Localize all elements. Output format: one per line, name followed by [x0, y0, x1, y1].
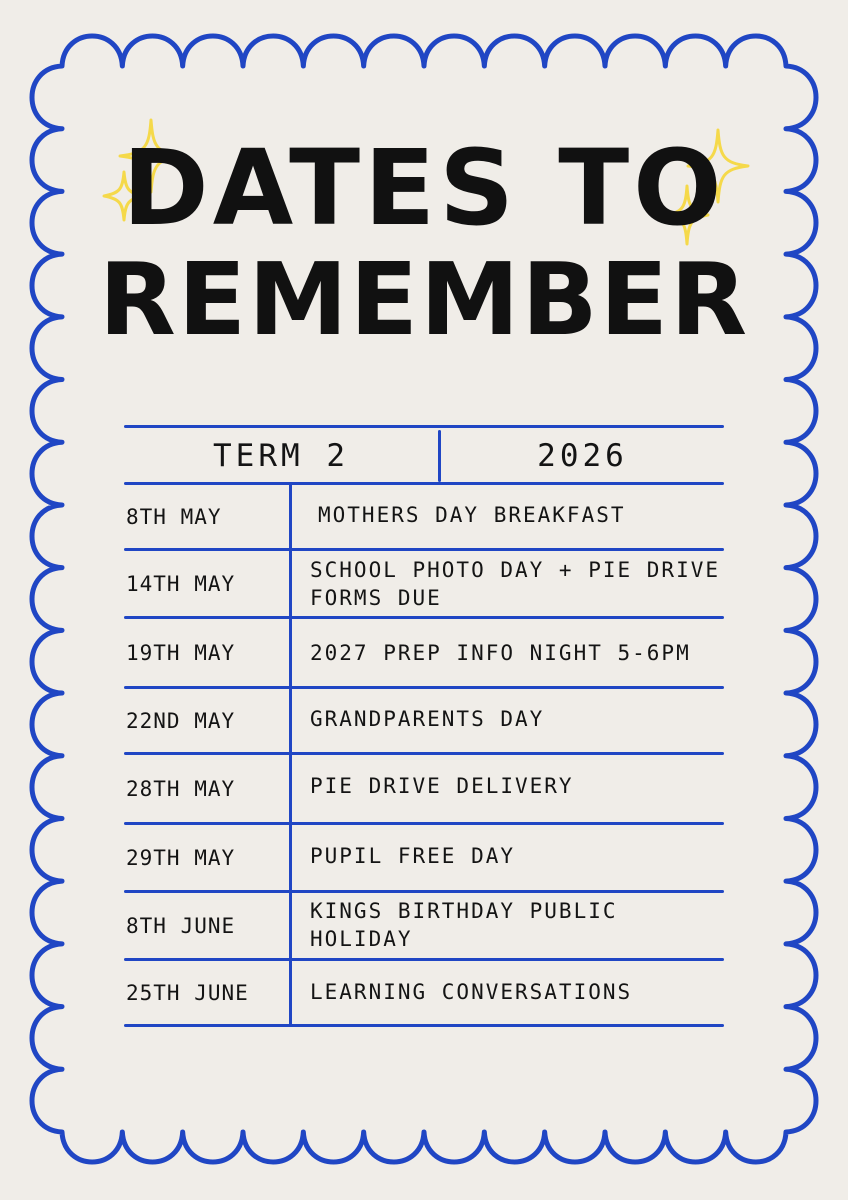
event-cell: PUPIL FREE DAY — [310, 844, 516, 868]
date-cell: 22ND MAY — [126, 709, 236, 733]
title-line-1: DATES TO — [122, 127, 726, 249]
row-rule — [124, 890, 724, 893]
event-cell: GRANDPARENTS DAY — [310, 707, 545, 731]
event-cell: SCHOOL PHOTO DAY + PIE DRIVE FORMS DUE — [310, 558, 721, 610]
event-cell: MOTHERS DAY BREAKFAST — [318, 503, 626, 527]
date-cell: 8TH JUNE — [126, 914, 236, 938]
term-header: TERM 2 — [213, 438, 349, 474]
row-rule — [124, 958, 724, 961]
row-rule — [124, 616, 724, 619]
date-cell: 25TH JUNE — [126, 981, 249, 1005]
event-cell: PIE DRIVE DELIVERY — [310, 774, 574, 798]
row-rule — [124, 686, 724, 689]
event-cell: LEARNING CONVERSATIONS — [310, 980, 633, 1004]
table-bottom-rule — [124, 1024, 724, 1027]
table-top-rule — [124, 425, 724, 428]
header-rule — [124, 482, 724, 485]
row-rule — [124, 548, 724, 551]
event-cell: KINGS BIRTHDAY PUBLIC HOLIDAY — [310, 899, 618, 951]
date-cell: 8TH MAY — [126, 505, 222, 529]
title-line-2: REMEMBER — [98, 241, 750, 358]
row-rule — [124, 752, 724, 755]
row-rule — [124, 822, 724, 825]
event-cell: 2027 PREP INFO NIGHT 5-6PM — [310, 641, 691, 665]
date-cell: 19TH MAY — [126, 641, 236, 665]
date-cell: 29TH MAY — [126, 846, 236, 870]
date-cell: 14TH MAY — [126, 572, 236, 596]
date-cell: 28TH MAY — [126, 777, 236, 801]
year-header: 2026 — [537, 438, 628, 474]
